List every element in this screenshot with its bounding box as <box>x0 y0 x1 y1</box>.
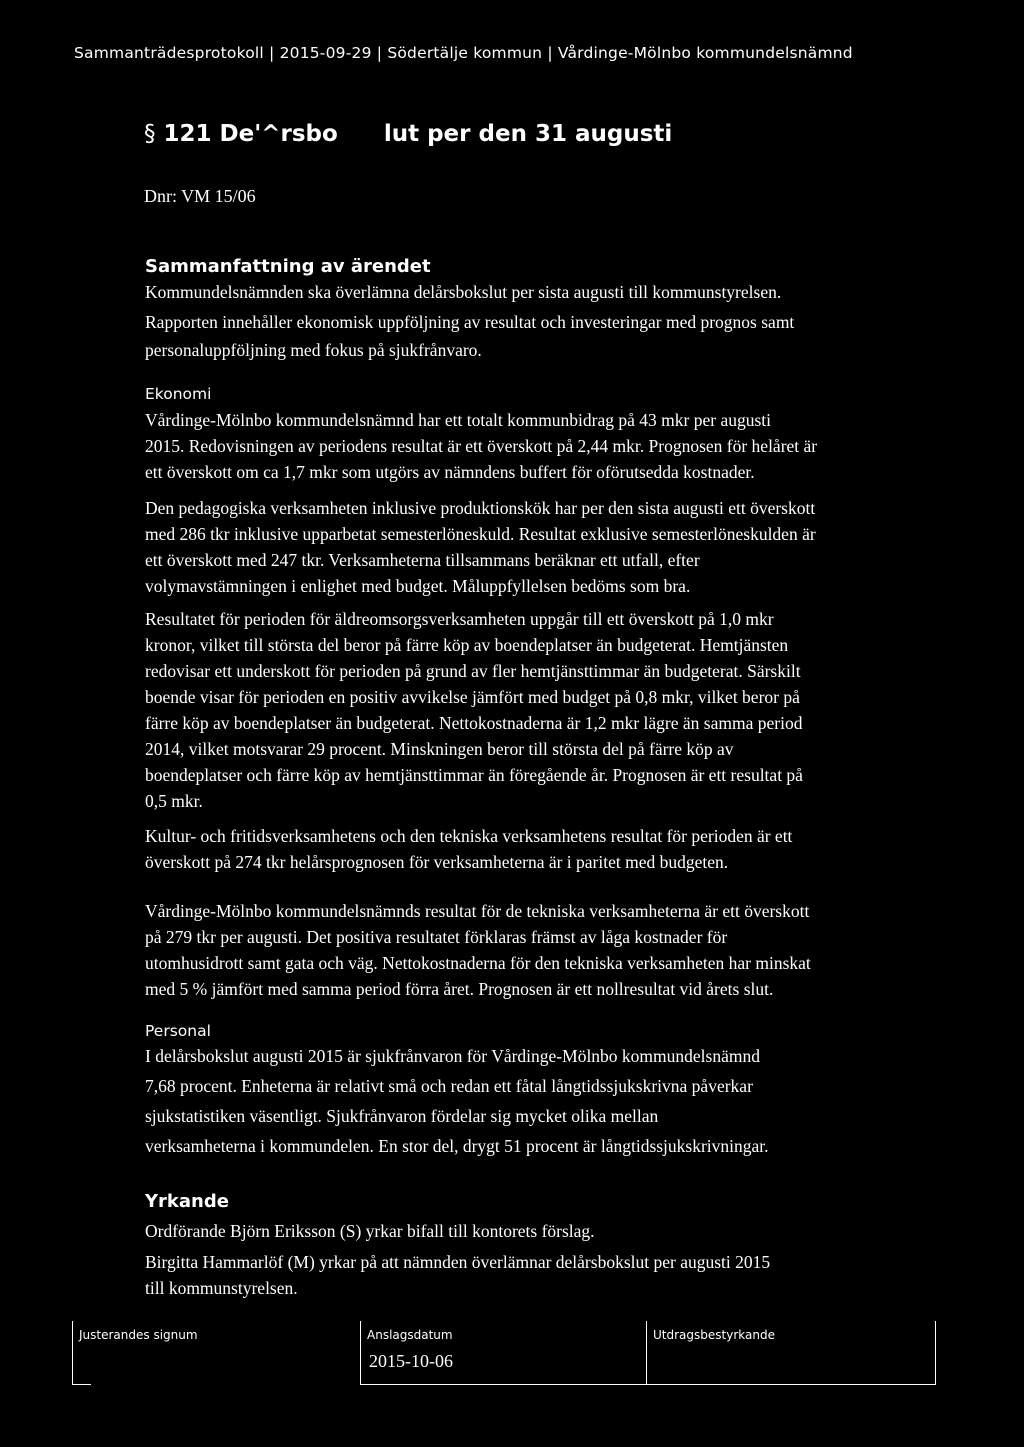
text-line: volymavstämningen i enlighet med budget. Måluppfyllelsen bedöms som bra. <box>145 576 691 596</box>
text-line: 0,5 mkr. <box>145 791 203 811</box>
text-line: boende visar för perioden en positiv avvikelse jämfört med budget på 0,8 mkr, vilket beror på <box>145 687 800 707</box>
anslagsdatum-cell <box>360 1321 647 1385</box>
text-line: Vårdinge-Mölnbo kommundelsnämnds resultat för de tekniska verksamheterna är ett överskott <box>145 901 810 921</box>
summary-heading: Sammanfattning av ärendet <box>145 256 431 277</box>
utdragsbestyrkande-cell <box>646 1321 936 1385</box>
ekonomi-heading: Ekonomi <box>145 385 212 403</box>
ekonomi-paragraph-4 <box>145 823 945 875</box>
text-line: överskott på 274 tkr helårsprognosen för verksamheterna är i paritet med budgeten. <box>145 852 729 872</box>
text-line: med 286 tkr inklusive upparbetat semesterlöneskuld. Resultat exklusive semesterlöneskulden är <box>145 524 816 544</box>
text-line: 2014, vilket motsvarar 29 procent. Minskningen beror till största del på färre köp av <box>145 739 734 759</box>
ekonomi-paragraph-2 <box>145 495 945 599</box>
text-line: Vårdinge-Mölnbo kommundelsnämnd har ett totalt kommunbidrag på 43 mkr per augusti <box>145 410 771 430</box>
ekonomi-paragraph-3 <box>145 606 945 814</box>
footer-divider <box>73 1384 91 1385</box>
title-part-1: 121 De'^rsbo <box>163 121 338 147</box>
document-header: Sammanträdesprotokoll | 2015-09-29 | Södertälje kommun | Vårdinge-Mölnbo kommundelsnämnd <box>74 44 853 62</box>
ekonomi-paragraph-5 <box>145 898 945 1002</box>
text-line: Birgitta Hammarlöf (M) yrkar på att nämnden överlämnar delårsbokslut per augusti 2015 <box>145 1252 771 1272</box>
text-line: I delårsbokslut augusti 2015 är sjukfrånvaron för Vårdinge-Mölnbo kommundelsnämnd <box>145 1046 760 1066</box>
personal-heading: Personal <box>145 1022 211 1040</box>
page-title <box>144 121 672 147</box>
text-line: till kommunstyrelsen. <box>145 1278 298 1298</box>
text-line: verksamheterna i kommundelen. En stor del, drygt 51 procent är långtidssjukskrivningar. <box>145 1136 769 1156</box>
personal-paragraph <box>145 1043 945 1159</box>
footer-divider <box>360 1384 935 1385</box>
text-line: kronor, vilket till största del beror på färre köp av boendeplatser än budgeterat. Hemtjänsten <box>145 635 789 655</box>
text-line: Ordförande Björn Eriksson (S) yrkar bifall till kontorets förslag. <box>145 1221 595 1241</box>
anslagsdatum-label: Anslagsdatum <box>367 1328 453 1342</box>
justerandes-signum-cell <box>73 1321 360 1385</box>
text-line: Kommundelsnämnden ska överlämna delårsbokslut per sista augusti till kommunstyrelsen. <box>145 282 782 302</box>
text-line: ett överskott med 247 tkr. Verksamheterna tillsammans beräknar ett utfall, efter <box>145 550 700 570</box>
text-line: ett överskott om ca 1,7 mkr som utgörs av nämndens buffert för oförutsedda kostnader. <box>145 462 755 482</box>
text-line: Kultur- och fritidsverksamhetens och den tekniska verksamhetens resultat för perioden är ett <box>145 826 793 846</box>
text-line: personaluppföljning med fokus på sjukfrånvaro. <box>145 340 482 360</box>
signature-footer <box>72 1321 936 1385</box>
title-part-2: lut per den 31 augusti <box>383 121 673 147</box>
text-line: redovisar ett underskott för perioden på grund av fler hemtjänsttimmar än budgeterat. Särskilt <box>145 661 801 681</box>
text-line: boendeplatser och färre köp av hemtjänsttimmar än föregående år. Prognosen är ett resultat på <box>145 765 803 785</box>
text-line: på 279 tkr per augusti. Det positiva resultatet förklaras främst av låga kostnader för <box>145 927 728 947</box>
text-line: utomhusidrott samt gata och väg. Nettokostnaderna för den tekniska verksamheten har minskat <box>145 953 811 973</box>
text-line: Rapporten innehåller ekonomisk uppföljning av resultat och investeringar med prognos samt <box>145 312 795 332</box>
text-line: Resultatet för perioden för äldreomsorgsverksamheten uppgår till ett överskott på 1,0 mkr <box>145 609 774 629</box>
yrkande-paragraph-1 <box>145 1218 945 1244</box>
text-line: med 5 % jämfört med samma period förra året. Prognosen är ett nollresultat vid årets slut. <box>145 979 774 999</box>
anslagsdatum-value: 2015-10-06 <box>369 1351 453 1371</box>
text-line: sjukstatistiken väsentligt. Sjukfrånvaron fördelar sig mycket olika mellan <box>145 1106 659 1126</box>
text-line: färre köp av boendeplatser än budgeterat. Nettokostnaderna är 1,2 mkr lägre än samma period <box>145 713 803 733</box>
diary-number: Dnr: VM 15/06 <box>144 186 256 206</box>
justerandes-signum-label: Justerandes signum <box>79 1328 198 1342</box>
utdragsbestyrkande-label: Utdragsbestyrkande <box>653 1328 775 1342</box>
summary-paragraph <box>145 279 945 363</box>
text-line: 2015. Redovisningen av periodens resultat är ett överskott på 2,44 mkr. Prognosen för helåret är <box>145 436 818 456</box>
ekonomi-paragraph-1 <box>145 407 945 485</box>
yrkande-heading: Yrkande <box>145 1191 229 1212</box>
section-sign: § <box>144 121 156 147</box>
text-line: 7,68 procent. Enheterna är relativt små och redan ett fåtal långtidssjukskrivna påverkar <box>145 1076 753 1096</box>
yrkande-paragraph-2 <box>145 1249 945 1301</box>
text-line: Den pedagogiska verksamheten inklusive produktionskök har per den sista augusti ett överskott <box>145 498 816 518</box>
